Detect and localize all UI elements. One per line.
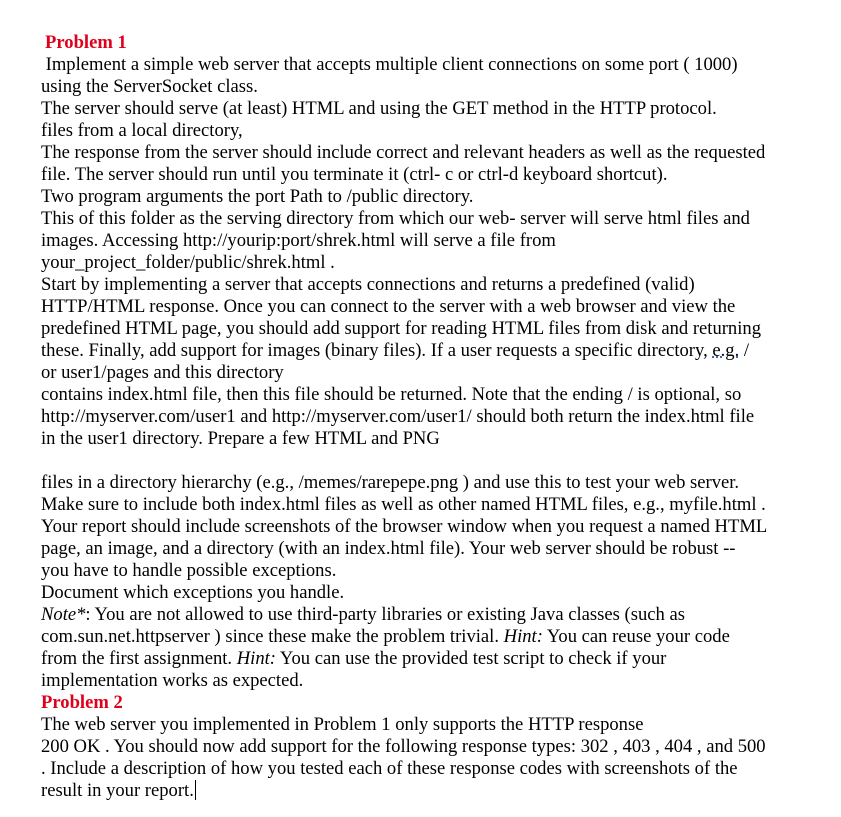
problem1-line: you have to handle possible exceptions. [41, 560, 337, 581]
problem1-line: Document which exceptions you handle. [41, 582, 345, 603]
problem1-line: Implement a simple web server that accepts multiple client connections on some port ( 1000) [41, 54, 738, 75]
note-text: from the first assignment. [41, 648, 237, 669]
problem2-heading: Problem 2 [41, 692, 123, 713]
hint-label: Hint: [236, 648, 276, 669]
note-line [41, 626, 730, 648]
problem1-line: file. The server should run until you terminate it (ctrl- c or ctrl-d keyboard shortcut). [41, 164, 668, 185]
problem2-line: 200 OK . You should now add support for the following response types: 302 , 403 , 404 , and 500 [41, 736, 766, 757]
note-line [41, 648, 666, 670]
hint-label: Hint: [503, 626, 543, 647]
problem1-line: using the ServerSocket class. [41, 76, 258, 97]
problem1-line: Two program arguments the port Path to /public directory. [41, 186, 474, 207]
problem2-last-line[interactable] [41, 780, 196, 802]
eg-spellcheck-word: e.g. [712, 340, 740, 361]
problem1-line-with-link [41, 340, 749, 362]
problem1-line: page, an image, and a directory (with an index.html file). Your web server should be robust -- [41, 538, 736, 559]
note-text: : You are not allowed to use third-party libraries or existing Java classes (such as [85, 604, 685, 625]
problem1-line: files from a local directory, [41, 120, 243, 141]
problem1-line: Start by implementing a server that accepts connections and returns a predefined (valid) [41, 274, 695, 295]
problem2-line: . Include a description of how you tested each of these response codes with screenshots of the [41, 758, 738, 779]
text-cursor [195, 780, 196, 800]
problem1-line: Your report should include screenshots of the browser window when you request a named HTML [41, 516, 768, 537]
note-text: com.sun.net.httpserver ) since these make the problem trivial. [41, 626, 504, 647]
note-text: You can reuse your code [542, 626, 730, 647]
problem1-line: in the user1 directory. Prepare a few HTML and PNG [41, 428, 440, 449]
note-label: Note* [41, 604, 86, 625]
problem1-line: The server should serve (at least) HTML and using the GET method in the HTTP protocol. [41, 98, 717, 119]
problem2-line: result in your report. [41, 780, 194, 801]
problem2-line: The web server you implemented in Problem 1 only supports the HTTP response [41, 714, 644, 735]
line-text: / [739, 340, 750, 361]
problem1-line: files in a directory hierarchy (e.g., /memes/rarepepe.png ) and use this to test your web server. [41, 472, 740, 493]
problem1-line: predefined HTML page, you should add support for reading HTML files from disk and returning [41, 318, 761, 339]
problem1-line: or user1/pages and this directory [41, 362, 284, 383]
note-line [41, 604, 685, 626]
line-text: these. Finally, add support for images (binary files). If a user requests a specific directory, [41, 340, 713, 361]
problem1-line: your_project_folder/public/shrek.html . [41, 252, 335, 273]
problem1-line: http://myserver.com/user1 and http://myserver.com/user1/ should both return the index.html file [41, 406, 755, 427]
problem1-line: HTTP/HTML response. Once you can connect to the server with a web browser and view the [41, 296, 736, 317]
problem1-line: images. Accessing http://yourip:port/shrek.html will serve a file from [41, 230, 556, 251]
note-text: You can use the provided test script to check if your [275, 648, 667, 669]
problem1-line: The response from the server should include correct and relevant headers as well as the requested [41, 142, 766, 163]
note-line: implementation works as expected. [41, 670, 304, 691]
problem1-line: This of this folder as the serving directory from which our web- server will serve html files and [41, 208, 750, 229]
problem1-line: contains index.html file, then this file should be returned. Note that the ending / is optional, so [41, 384, 742, 405]
problem1-line: Make sure to include both index.html files as well as other named HTML files, e.g., myfile.html . [41, 494, 766, 515]
problem1-heading: Problem 1 [45, 32, 127, 53]
